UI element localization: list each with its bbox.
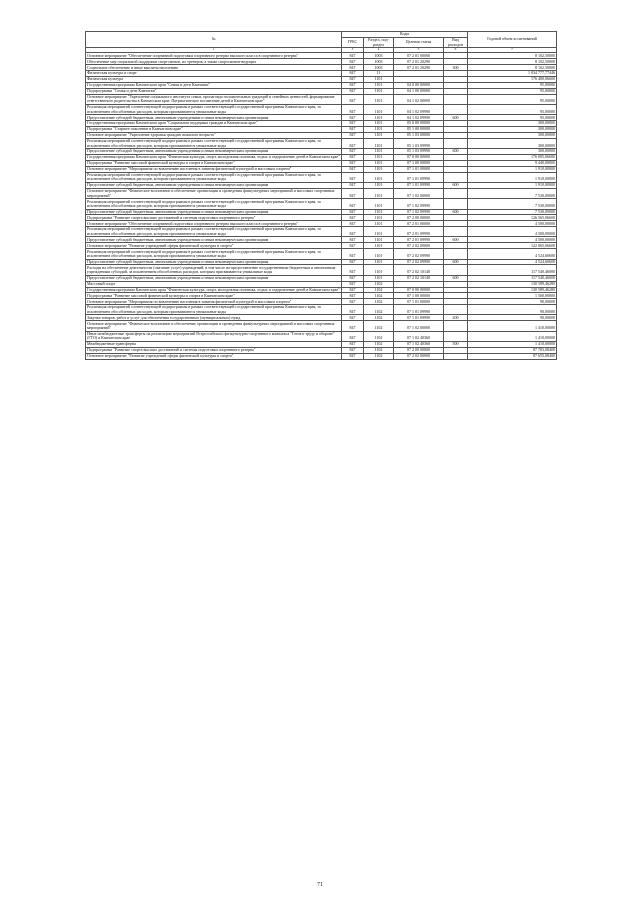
amount-cell: 4 524,60600 (468, 259, 557, 265)
grbs-cell: 847 (342, 77, 364, 83)
celevaya-cell: 04 1 00 00000 (394, 88, 444, 94)
table-row (86, 94, 557, 104)
row-name-cell: Реализация мероприятий соответствующей подпрограммы в рамках соответствующей государственной программы Камчатского края, за исключением обособленных расходов, которым присваиваются уникальные коды (86, 138, 342, 148)
row-name-cell: Основное мероприятие "Мероприятия по вовлечению населения в занятия физической культурой и массовым спортом" (86, 299, 342, 305)
grbs-cell: 847 (342, 183, 364, 189)
amount-cell: 1 034 777,77446 (468, 71, 557, 77)
grbs-cell: 847 (342, 88, 364, 94)
celevaya-cell: 07 2 02 10140 (394, 265, 444, 275)
amount-cell: 9 440,00000 (468, 160, 557, 166)
row-name-cell: Основное мероприятие "Мероприятия по вовлечению населения в занятия физической культурой и массовым спортом" (86, 166, 342, 172)
vid-cell: 600 (444, 149, 468, 155)
razdel-cell: 1101 (364, 249, 394, 259)
grbs-cell: 847 (342, 265, 364, 275)
celevaya-cell: 05 0 00 00000 (394, 121, 444, 127)
celevaya-cell: 07 1 02 00000 (394, 188, 444, 198)
grbs-cell: 847 (342, 188, 364, 198)
celevaya-cell: 07 1 01 00000 (394, 299, 444, 305)
razdel-cell: 1101 (364, 115, 394, 121)
row-name-cell: Подпрограмма "Семья и дети Камчатки" (86, 88, 342, 94)
table-row (86, 265, 557, 275)
amount-cell: 4 500,00000 (468, 221, 557, 227)
amount-cell: 130 589,46280 (468, 287, 557, 293)
amount-cell: 1 410,00000 (468, 331, 557, 341)
razdel-cell: 1101 (364, 188, 394, 198)
celevaya-cell: 07 2 01 20290 (394, 65, 444, 71)
razdel-cell: 1101 (364, 209, 394, 215)
amount-cell: 1 910,00000 (468, 166, 557, 172)
row-name-cell: Предоставление субсидий бюджетным, автономным учреждениям и иным некоммерческим организациям (86, 275, 342, 281)
grbs-cell: 847 (342, 293, 364, 299)
razdel-cell: 1101 (364, 259, 394, 265)
grbs-cell: 847 (342, 94, 364, 104)
amount-cell: 1 910,00000 (468, 172, 557, 182)
vid-cell: 600 (444, 259, 468, 265)
celevaya-cell: 07 2 00 00000 (394, 347, 444, 353)
celevaya-cell: 07 1 02 00000 (394, 321, 444, 331)
grbs-cell: 847 (342, 353, 364, 359)
grbs-cell: 847 (342, 166, 364, 172)
vid-cell (444, 331, 468, 341)
celevaya-cell: 07 2 01 20290 (394, 59, 444, 65)
row-name-cell: Основное мероприятие "Развитие учреждений сферы физической культуры и спорта" (86, 353, 342, 359)
grbs-cell: 847 (342, 53, 364, 59)
grbs-cell: 847 (342, 237, 364, 243)
vid-cell (444, 138, 468, 148)
vid-cell (444, 265, 468, 275)
row-name-cell: Подпрограмма "Старшее поколение в Камчатском крае" (86, 127, 342, 133)
amount-cell: 95,00000 (468, 94, 557, 104)
razdel-cell: 1101 (364, 199, 394, 209)
celevaya-cell: 07 2 01 09990 (394, 237, 444, 243)
amount-cell: 87 783,08400 (468, 347, 557, 353)
header-grbs: ГРБС (342, 37, 364, 47)
celevaya-cell: 07 2 02 09990 (394, 249, 444, 259)
row-name-cell: Реализация мероприятий соответствующей подпрограммы в рамках соответствующей государственной программы Камчатского края, за исключением обособленных расходов, которым присваиваются уникальные коды (86, 227, 342, 237)
column-index: 5 (394, 48, 444, 53)
grbs-cell: 847 (342, 82, 364, 88)
vid-cell (444, 199, 468, 209)
table-row (86, 105, 557, 115)
header-razdel: Раздел, под-раздел (364, 37, 394, 47)
grbs-cell: 847 (342, 249, 364, 259)
vid-cell: 600 (444, 183, 468, 189)
amount-cell: 90,00000 (468, 315, 557, 321)
grbs-cell: 847 (342, 305, 364, 315)
amount-cell: 300,00000 (468, 149, 557, 155)
amount-cell: 1 910,00000 (468, 183, 557, 189)
vid-cell: 600 (444, 209, 468, 215)
column-index: 7 (468, 48, 557, 53)
grbs-cell: 847 (342, 315, 364, 321)
row-name-cell: Предоставление субсидий бюджетным, автономным учреждениям и иным некоммерческим организациям (86, 149, 342, 155)
amount-cell: 8 102,50000 (468, 65, 557, 71)
grbs-cell: 847 (342, 259, 364, 265)
amount-cell: 300,00000 (468, 138, 557, 148)
amount-cell: 176 005,06600 (468, 155, 557, 161)
amount-cell: 122 065,06600 (468, 243, 557, 249)
vid-cell: 200 (444, 315, 468, 321)
header-amount: Годовой объем ассигнований (468, 32, 557, 48)
row-name-cell: Предоставление субсидий бюджетным, автономным учреждениям и иным некоммерческим организациям (86, 115, 342, 121)
amount-cell: 4 524,60600 (468, 249, 557, 259)
razdel-cell: 1101 (364, 88, 394, 94)
amount-cell: 95,00000 (468, 105, 557, 115)
column-index: 3 (342, 48, 364, 53)
razdel-cell: 1102 (364, 299, 394, 305)
row-name-cell: Предоставление субсидий бюджетным, автономным учреждениям и иным некоммерческим организациям (86, 183, 342, 189)
grbs-cell: 847 (342, 321, 364, 331)
celevaya-cell: 07 2 00 00000 (394, 215, 444, 221)
razdel-cell: 1101 (364, 138, 394, 148)
celevaya-cell: 05 1 03 09990 (394, 138, 444, 148)
vid-cell (444, 353, 468, 359)
razdel-cell: 1102 (364, 331, 394, 341)
header-codes: Коды (342, 32, 468, 38)
row-name-cell: Предоставление субсидий бюджетным, автономным учреждениям и иным некоммерческим организациям (86, 237, 342, 243)
razdel-cell: 1102 (364, 347, 394, 353)
vid-cell (444, 172, 468, 182)
amount-cell: 1 500,00000 (468, 293, 557, 299)
razdel-cell: 1101 (364, 172, 394, 182)
vid-cell: 600 (444, 237, 468, 243)
row-name-cell: Предоставление субсидий бюджетным, автономным учреждениям и иным некоммерческим организациям (86, 209, 342, 215)
celevaya-cell: 07 1 02 40360 (394, 341, 444, 347)
vid-cell (444, 321, 468, 331)
amount-cell: 8 102,50000 (468, 59, 557, 65)
row-name-cell: Реализация мероприятий соответствующей подпрограммы в рамках соответствующей государственной программы Камчатского края, за исключением обособленных расходов, которым присваиваются уникальные коды (86, 305, 342, 315)
celevaya-cell: 07 0 00 00000 (394, 155, 444, 161)
vid-cell (444, 105, 468, 115)
razdel-cell: 1102 (364, 287, 394, 293)
grbs-cell: 847 (342, 155, 364, 161)
grbs-cell: 847 (342, 172, 364, 182)
row-name-cell: Физическая культура (86, 77, 342, 83)
celevaya-cell: 07 1 01 00000 (394, 166, 444, 172)
celevaya-cell: 07 1 01 09990 (394, 183, 444, 189)
row-name-cell: Массовый спорт (86, 281, 342, 287)
celevaya-cell: 07 1 01 09990 (394, 172, 444, 182)
table-row (86, 138, 557, 148)
row-name-cell: Подпрограмма "Развитие массовой физической культуры и спорта в Камчатском крае" (86, 293, 342, 299)
amount-cell: 176 400,06600 (468, 77, 557, 83)
column-index: 1 (86, 48, 342, 53)
grbs-cell: 847 (342, 209, 364, 215)
razdel-cell: 1102 (364, 321, 394, 331)
row-name-cell: Физическая культура и спорт (86, 71, 342, 77)
page-number: 71 (317, 882, 323, 888)
celevaya-cell: 07 1 02 09990 (394, 199, 444, 209)
row-name-cell: Предоставление субсидий бюджетным, автономным учреждениям и иным некоммерческим организациям (86, 259, 342, 265)
row-name-cell: Подпрограмма "Развитие спорта высших достижений и системы подготовки спортивного резерва" (86, 215, 342, 221)
razdel-cell: 1101 (364, 243, 394, 249)
razdel-cell: 1101 (364, 215, 394, 221)
row-name-cell: Основное мероприятие "Физическое воспитание и обеспечение организации и проведения физкультурных мероприятий и массовых спортивных мероприятий" (86, 321, 342, 331)
razdel-cell: 1102 (364, 305, 394, 315)
razdel-cell: 1101 (364, 105, 394, 115)
razdel-cell: 1003 (364, 65, 394, 71)
razdel-cell: 1101 (364, 121, 394, 127)
row-name-cell: Реализация мероприятий соответствующей подпрограммы в рамках соответствующей государственной программы Камчатского края, за исключением обособленных расходов, которым присваиваются уникальные коды (86, 199, 342, 209)
row-name-cell: Основное мероприятие "Развитие учреждений сферы физической культуры и спорта" (86, 243, 342, 249)
row-name-cell: Основное мероприятие "Укрепление социального института семьи, пропаганда положительных традиций и семейных ценностей, формирование ответственного родительства в Камчатском крае. Патриотическое воспитание детей в Камчатском крае" (86, 94, 342, 104)
amount-cell: 87 655,08400 (468, 353, 557, 359)
amount-cell: 4 500,00000 (468, 227, 557, 237)
amount-cell: 95,00000 (468, 115, 557, 121)
amount-cell: 300,00000 (468, 121, 557, 127)
row-name-cell: Закупка товаров, работ и услуг для обеспечения государственных (муниципальных) нужд (86, 315, 342, 321)
column-index: 6 (444, 48, 468, 53)
razdel-cell: 1101 (364, 166, 394, 172)
celevaya-cell: 07 0 00 00000 (394, 287, 444, 293)
razdel-cell: 1101 (364, 82, 394, 88)
celevaya-cell: 07 1 01 09990 (394, 305, 444, 315)
amount-cell: 4 500,00000 (468, 237, 557, 243)
amount-cell: 130 589,46280 (468, 281, 557, 287)
table-row (86, 353, 557, 359)
celevaya-cell: 05 1 00 00000 (394, 127, 444, 133)
razdel-cell: 1101 (364, 77, 394, 83)
grbs-cell: 847 (342, 215, 364, 221)
amount-cell: 95,00000 (468, 82, 557, 88)
header-celevaya: Целевая статья (394, 37, 444, 47)
table-row (86, 249, 557, 259)
celevaya-cell: 04 1 02 09990 (394, 115, 444, 121)
grbs-cell: 847 (342, 160, 364, 166)
razdel-cell: 1101 (364, 149, 394, 155)
grbs-cell: 847 (342, 121, 364, 127)
grbs-cell: 847 (342, 105, 364, 115)
razdel-cell: 11 (364, 71, 394, 77)
vid-cell: 600 (444, 115, 468, 121)
amount-cell: 90,00000 (468, 299, 557, 305)
celevaya-cell: 07 2 02 00000 (394, 243, 444, 249)
amount-cell: 7 530,00000 (468, 209, 557, 215)
row-name-cell: Подпрограмма "Развитие массовой физической культуры и спорта в Камчатском крае" (86, 160, 342, 166)
header-num: № (86, 32, 342, 48)
razdel-cell: 1102 (364, 353, 394, 359)
header-vid: Вид расходов (444, 37, 468, 47)
table-row (86, 227, 557, 237)
table-row (86, 188, 557, 198)
celevaya-cell: 07 2 02 10140 (394, 275, 444, 281)
grbs-cell: 847 (342, 115, 364, 121)
celevaya-cell: 07 1 02 09990 (394, 209, 444, 215)
razdel-cell: 1102 (364, 293, 394, 299)
amount-cell: 126 565,06600 (468, 215, 557, 221)
row-name-cell: Реализация мероприятий соответствующей подпрограммы в рамках соответствующей государственной программы Камчатского края, за исключением обособленных расходов, которым присваиваются уникальные коды (86, 105, 342, 115)
row-name-cell: Социальное обеспечение и иные выплаты населению (86, 65, 342, 71)
grbs-cell: 847 (342, 149, 364, 155)
table-row (86, 199, 557, 209)
row-name-cell: Государственная программа Камчатского края "Семья и дети Камчатки" (86, 82, 342, 88)
grbs-cell: 847 (342, 127, 364, 133)
amount-cell: 117 540,46000 (468, 265, 557, 275)
vid-cell (444, 227, 468, 237)
grbs-cell: 847 (342, 227, 364, 237)
grbs-cell: 847 (342, 65, 364, 71)
row-name-cell: Иные межбюджетные трансферты на реализацию мероприятий Всероссийского физкультурно-спортивного комплекса "Готов к труду и обороне" (ГТО) в Камчатском крае (86, 331, 342, 341)
table-header (86, 32, 557, 53)
grbs-cell: 847 (342, 199, 364, 209)
celevaya-cell: 07 1 01 09990 (394, 315, 444, 321)
celevaya-cell: 07 1 00 00000 (394, 293, 444, 299)
row-name-cell: Основное мероприятие "Укрепление здоровья граждан пожилого возраста" (86, 132, 342, 138)
celevaya-cell: 07 2 02 09990 (394, 259, 444, 265)
grbs-cell: 847 (342, 287, 364, 293)
vid-cell (444, 249, 468, 259)
row-name-cell: Расходы на обеспечение деятельности (оказание услуг) учреждений, в том числе на предоставление государственным бюджетным и автономным учреждениям субсидий, за исключением обособленных расходов, которым присваиваются уникальные коды (86, 265, 342, 275)
razdel-cell: 1101 (364, 160, 394, 166)
row-name-cell: Государственная программа Камчатского края "Физическая культура, спорт, молодежная политика, отдых и оздоровление детей в Камчатском крае" (87, 154, 340, 160)
row-name-cell: Межбюджетные трансферты (86, 341, 342, 347)
celevaya-cell: 07 1 00 00000 (394, 160, 444, 166)
amount-cell: 90,00000 (468, 305, 557, 315)
razdel-cell: 1102 (364, 341, 394, 347)
row-name-cell: Реализация мероприятий соответствующей подпрограммы в рамках соответствующей государственной программы Камчатского края, за исключением обособленных расходов, которым присваиваются уникальные коды (86, 249, 342, 259)
amount-cell: 7 530,00000 (468, 199, 557, 209)
celevaya-cell: 05 1 03 09990 (394, 149, 444, 155)
budget-table (85, 31, 557, 360)
table-row (86, 321, 557, 331)
amount-cell: 8 102,50000 (468, 53, 557, 59)
vid-cell: 600 (444, 275, 468, 281)
row-name-cell: Обеспечение мер социальной поддержки спортсменов, их тренеров, а также спортсменов-ведущих (86, 59, 342, 65)
grbs-cell: 847 (342, 281, 364, 287)
razdel-cell: 1101 (364, 265, 394, 275)
grbs-cell: 847 (342, 132, 364, 138)
amount-cell: 95,00000 (468, 88, 557, 94)
grbs-cell: 847 (342, 138, 364, 148)
row-name-cell: Подпрограмма "Развитие спорта высших достижений и системы подготовки спортивного резерва" (86, 347, 342, 353)
amount-cell: 1 410,00000 (468, 321, 557, 331)
column-index: 4 (364, 48, 394, 53)
row-name-cell: Реализация мероприятий соответствующей подпрограммы в рамках соответствующей государственной программы Камчатского края, за исключением обособленных расходов, которым присваиваются уникальные коды (86, 172, 342, 182)
celevaya-cell: 07 1 02 40360 (394, 331, 444, 341)
razdel-cell: 1003 (364, 53, 394, 59)
razdel-cell: 1101 (364, 132, 394, 138)
table-row (86, 331, 557, 341)
vid-cell: 500 (444, 341, 468, 347)
razdel-cell: 1101 (364, 127, 394, 133)
razdel-cell: 1101 (364, 94, 394, 104)
table-row (86, 305, 557, 315)
row-name-cell: Основное мероприятие "Физическое воспитание и обеспечение организации и проведения физкультурных мероприятий и массовых спортивных мероприятий" (86, 188, 342, 198)
amount-cell: 1 410,00000 (468, 341, 557, 347)
amount-cell: 300,00000 (468, 132, 557, 138)
celevaya-cell: 07 2 01 09990 (394, 227, 444, 237)
razdel-cell: 1101 (364, 155, 394, 161)
grbs-cell: 847 (342, 59, 364, 65)
amount-cell: 300,00000 (468, 127, 557, 133)
celevaya-cell: 07 2 02 00000 (394, 353, 444, 359)
grbs-cell: 847 (342, 71, 364, 77)
razdel-cell: 1003 (364, 59, 394, 65)
row-name-cell: Основное мероприятие "Обеспечение спортивной подготовки спортивного резерва высокого класса в спортивного резерва" (86, 53, 342, 59)
row-name-cell: Основное мероприятие "Обеспечение спортивной подготовки спортивного резерва высокого класса в спортивного резерва" (86, 221, 342, 227)
celevaya-cell: 05 1 03 00000 (394, 132, 444, 138)
celevaya-cell: 04 0 00 00000 (394, 82, 444, 88)
celevaya-cell: 04 1 02 00000 (394, 94, 444, 104)
razdel-cell: 1101 (364, 237, 394, 243)
razdel-cell: 1102 (364, 281, 394, 287)
vid-cell (444, 305, 468, 315)
razdel-cell: 1102 (364, 315, 394, 321)
vid-cell: 300 (444, 65, 468, 71)
grbs-cell: 847 (342, 299, 364, 305)
vid-cell (444, 188, 468, 198)
razdel-cell: 1101 (364, 221, 394, 227)
vid-cell (444, 94, 468, 104)
grbs-cell: 847 (342, 331, 364, 341)
amount-cell: 117 540,46000 (468, 275, 557, 281)
razdel-cell: 1101 (364, 227, 394, 237)
razdel-cell: 1101 (364, 275, 394, 281)
grbs-cell: 847 (342, 243, 364, 249)
grbs-cell: 847 (342, 275, 364, 281)
table-body (86, 53, 557, 359)
razdel-cell: 1101 (364, 183, 394, 189)
celevaya-cell: 07 2 01 00000 (394, 221, 444, 227)
celevaya-cell: 07 2 01 00000 (394, 53, 444, 59)
amount-cell: 7 530,00000 (468, 188, 557, 198)
celevaya-cell: 04 1 02 09990 (394, 105, 444, 115)
row-name-cell: Государственная программа Камчатского края "Социальная поддержка граждан в Камчатском крае" (86, 121, 342, 127)
grbs-cell: 847 (342, 341, 364, 347)
grbs-cell: 847 (342, 347, 364, 353)
row-name-cell: Государственная программа Камчатского края "Физическая культура, спорт, молодежная политика, отдых и оздоровление детей в Камчатском крае" (87, 287, 340, 292)
table-row (86, 172, 557, 182)
grbs-cell: 847 (342, 221, 364, 227)
